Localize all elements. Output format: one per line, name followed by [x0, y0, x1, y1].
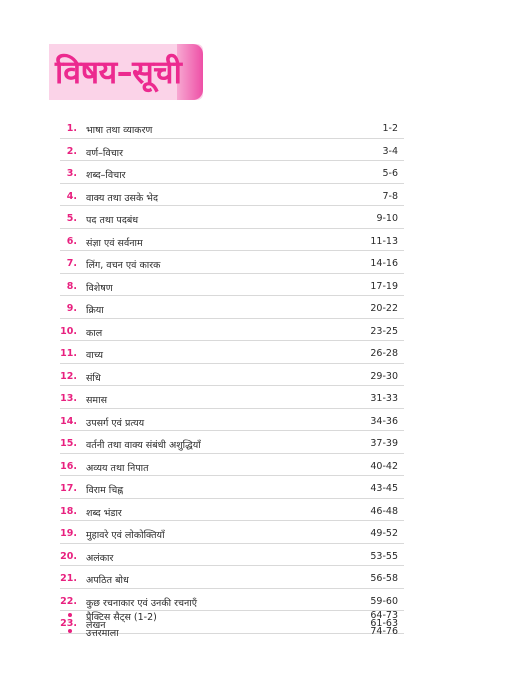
chapter-number: 8. [66, 280, 77, 292]
page-range: 74-76 [370, 626, 398, 637]
toc-row[interactable] [60, 521, 404, 544]
chapter-title: संधि [86, 372, 101, 384]
chapter-number: 10. [60, 325, 77, 337]
chapter-title: उपसर्ग एवं प्रत्यय [86, 417, 145, 429]
page-range: 26-28 [370, 348, 398, 359]
bullet-icon [68, 613, 72, 617]
toc-row[interactable] [60, 364, 404, 387]
appendix-item[interactable] [60, 624, 404, 640]
page-range: 31-33 [370, 393, 398, 404]
toc-row[interactable] [60, 431, 404, 454]
toc-row[interactable] [60, 544, 404, 567]
bullet-icon [68, 629, 72, 633]
chapter-number: 19. [60, 528, 77, 539]
chapter-number: 3. [66, 168, 77, 179]
appendix-title: उत्तरमाला [86, 628, 119, 639]
chapter-title: कुछ रचनाकार एवं उनकी रचनाएँ [86, 597, 198, 609]
chapter-number: 6. [66, 235, 77, 247]
chapter-number: 22. [60, 595, 77, 607]
chapter-number: 9. [66, 303, 77, 314]
page-range: 1-2 [382, 123, 398, 134]
appendix-list [60, 608, 404, 640]
chapter-title: संज्ञा एवं सर्वनाम [86, 237, 143, 249]
chapter-number: 15. [60, 438, 77, 449]
toc-row[interactable] [60, 341, 404, 364]
toc-row[interactable] [60, 386, 404, 409]
chapter-title: मुहावरे एवं लोकोक्तियाँ [86, 530, 165, 541]
chapter-title: क्रिया [86, 305, 104, 316]
chapter-title: भाषा तथा व्याकरण [86, 125, 153, 136]
page-range: 49-52 [370, 528, 398, 539]
page-range: 40-42 [370, 460, 398, 472]
page-title: विषय–सूची [55, 53, 182, 91]
page-range: 61-63 [370, 618, 398, 629]
toc-row[interactable] [60, 566, 404, 589]
chapter-title: वर्ण–विचार [86, 147, 124, 159]
chapter-title: पद तथा पदबंध [86, 215, 139, 226]
chapter-number: 5. [66, 213, 77, 224]
toc-row[interactable] [60, 274, 404, 297]
chapter-number: 20. [60, 550, 77, 562]
chapter-title: अपठित बोध [86, 575, 129, 586]
toc-row[interactable] [60, 251, 404, 274]
page-range: 37-39 [370, 438, 398, 449]
page-range: 29-30 [370, 370, 398, 382]
page-range: 43-45 [370, 483, 398, 494]
page-range: 23-25 [370, 325, 398, 337]
chapter-title: विशेषण [86, 282, 113, 294]
chapter-number: 2. [66, 145, 77, 157]
toc-row[interactable] [60, 409, 404, 432]
page-range: 3-4 [382, 145, 398, 157]
page-range: 7-8 [382, 190, 398, 202]
chapter-number: 18. [60, 505, 77, 517]
page-range: 59-60 [370, 595, 398, 607]
chapter-number: 13. [60, 393, 77, 404]
chapter-title: वर्तनी तथा वाक्य संबंधी अशुद्धियाँ [86, 440, 201, 451]
chapter-number: 17. [60, 483, 77, 494]
chapter-title: अलंकार [86, 552, 114, 564]
chapter-title: वाच्य [86, 350, 104, 361]
chapter-number: 16. [60, 460, 77, 472]
toc-row[interactable] [60, 319, 404, 342]
page-range: 20-22 [370, 303, 398, 314]
toc-row[interactable] [60, 454, 404, 477]
page-range: 64-73 [370, 610, 398, 621]
toc-row[interactable] [60, 139, 404, 162]
chapter-number: 7. [66, 258, 77, 269]
title-banner [49, 44, 203, 100]
chapter-title: लेखन [86, 620, 106, 631]
page-range: 17-19 [370, 280, 398, 292]
chapter-number: 1. [66, 123, 77, 134]
page-range: 14-16 [370, 258, 398, 269]
page-range: 9-10 [376, 213, 398, 224]
toc-row[interactable] [60, 116, 404, 139]
chapter-title: शब्द–विचार [86, 170, 126, 181]
chapter-number: 11. [60, 348, 77, 359]
chapter-number: 4. [66, 190, 77, 202]
toc-row[interactable] [60, 184, 404, 207]
table-of-contents [60, 116, 404, 634]
page-range: 46-48 [370, 505, 398, 517]
page-range: 11-13 [370, 235, 398, 247]
chapter-number: 12. [60, 370, 77, 382]
chapter-title: काल [86, 327, 103, 339]
chapter-title: लिंग, वचन एवं कारक [86, 260, 161, 271]
chapter-number: 23. [60, 618, 77, 629]
page-range: 53-55 [370, 550, 398, 562]
page-range: 5-6 [382, 168, 398, 179]
page-range: 34-36 [370, 415, 398, 427]
chapter-number: 14. [60, 415, 77, 427]
toc-row[interactable] [60, 206, 404, 229]
appendix-title: प्रैक्टिस सैट्स (1-2) [86, 612, 157, 623]
toc-row[interactable] [60, 296, 404, 319]
toc-row[interactable] [60, 161, 404, 184]
toc-row[interactable] [60, 229, 404, 252]
toc-row[interactable] [60, 499, 404, 522]
chapter-title: विराम चिह्न [86, 485, 124, 496]
chapter-title: वाक्य तथा उसके भेद [86, 192, 158, 204]
appendix-item[interactable] [60, 608, 404, 624]
chapter-title: अव्यय तथा निपात [86, 462, 149, 474]
page-range: 56-58 [370, 573, 398, 584]
chapter-number: 21. [60, 573, 77, 584]
toc-row[interactable] [60, 476, 404, 499]
chapter-title: शब्द भंडार [86, 507, 122, 519]
chapter-title: समास [86, 395, 107, 406]
